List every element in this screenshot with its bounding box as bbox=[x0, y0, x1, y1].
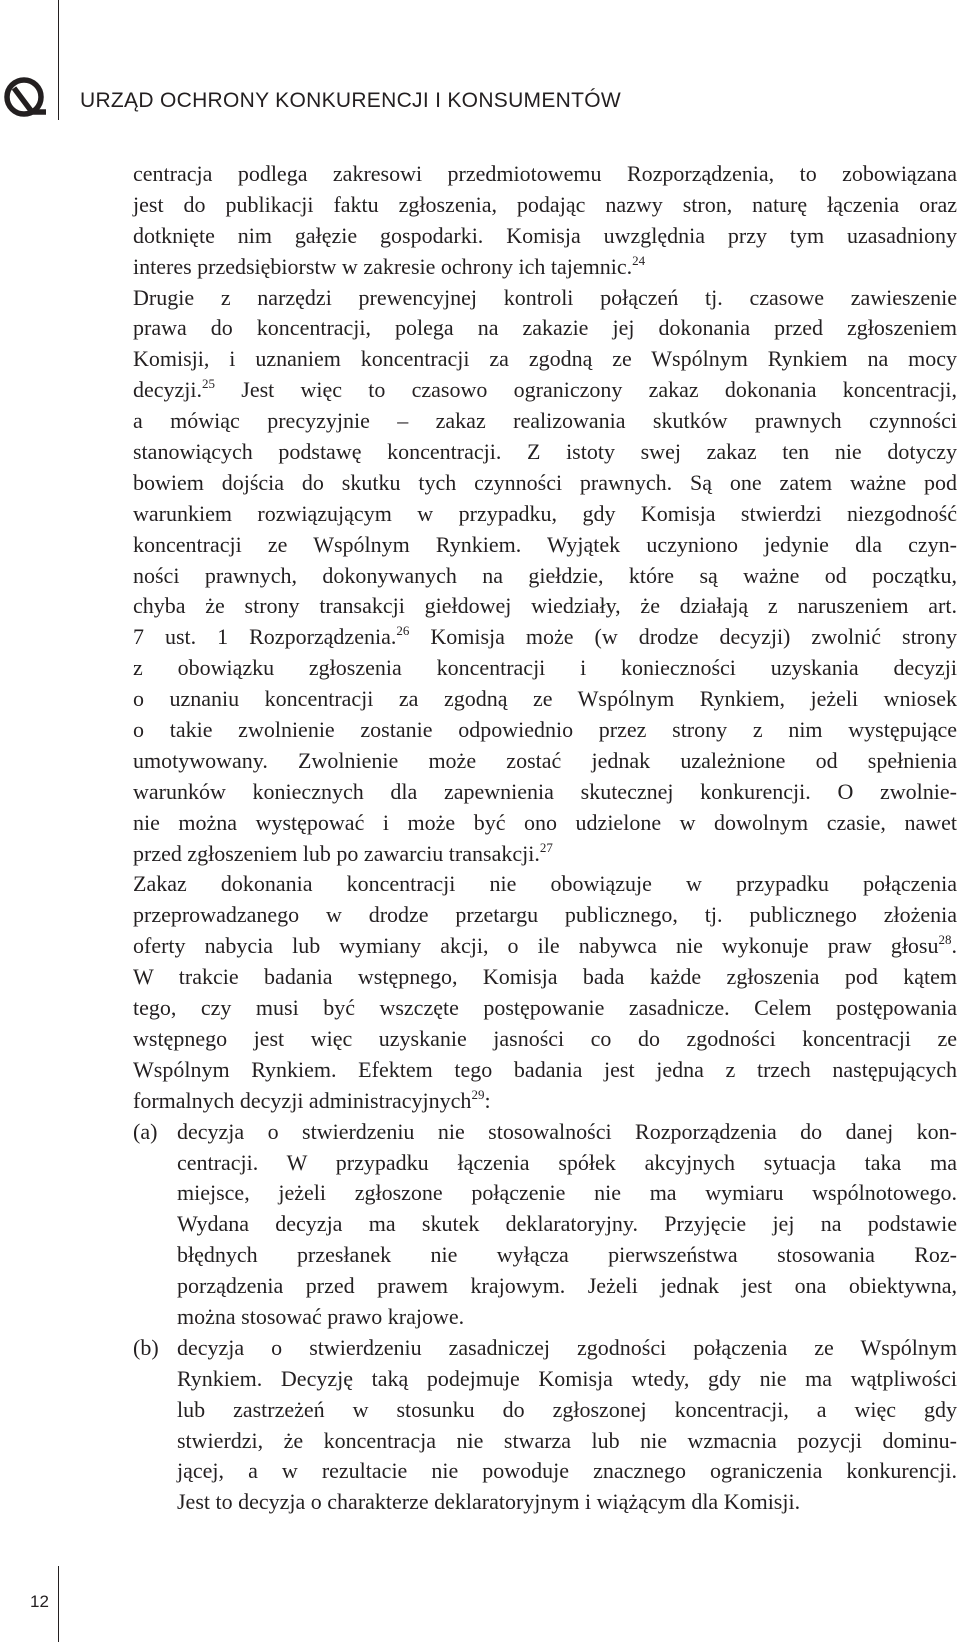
line-text: umotywowany. Zwolnienie może zostać jednak uzależnione od spełnienia bbox=[133, 747, 957, 773]
line-text: błędnych przesłanek nie wyłącza pierwszeństwa stosowania Roz- bbox=[177, 1242, 957, 1268]
line-text: jest do publikacji faktu zgłoszenia, podając nazwy stron, naturę łączenia oraz bbox=[133, 191, 957, 217]
line-text: o takie zwolnienie zostanie odpowiednio przez strony z nim występujące bbox=[133, 717, 957, 743]
line-text: ności prawnych, dokonywanych na giełdzie, które są ważne od początku, bbox=[133, 562, 957, 588]
text-line bbox=[133, 993, 957, 1024]
line-text: centracji. W przypadku łączenia spółek akcyjnych sytuacja taka ma bbox=[177, 1149, 957, 1175]
text-line bbox=[133, 1240, 957, 1271]
text-line bbox=[133, 252, 957, 283]
line-text: bowiem dojścia do skutku tych czynności prawnych. Są one zatem ważne pod bbox=[133, 469, 957, 495]
text-line bbox=[133, 406, 957, 437]
footnote-ref: 27 bbox=[539, 839, 553, 855]
uokik-logo-icon bbox=[2, 76, 48, 120]
line-text: jącej, a w rezultacie nie powoduje znacznego ograniczenia konkurencji. bbox=[177, 1458, 957, 1484]
text-line bbox=[133, 869, 957, 900]
text-line bbox=[133, 808, 957, 839]
line-text: Komisji, i uznaniem koncentracji za zgodną ze Wspólnym Rynkiem na mocy bbox=[133, 346, 957, 372]
line-text-continued: : bbox=[484, 1087, 491, 1113]
footnote-ref: 24 bbox=[632, 252, 646, 268]
line-text-continued: . bbox=[951, 933, 957, 959]
text-line bbox=[133, 1178, 957, 1209]
text-line bbox=[133, 1271, 957, 1302]
line-text: centracja podlega zakresowi przedmiotowemu Rozporządzenia, to zobowiązana bbox=[133, 161, 957, 186]
line-text-continued: Jest więc to czasowo ograniczony zakaz dokonania koncentracji, bbox=[215, 377, 957, 403]
line-text: decyzja o stwierdzeniu nie stosowalności Rozporządzenia do danej kon- bbox=[177, 1118, 957, 1144]
text-line bbox=[133, 283, 957, 314]
text-line bbox=[133, 190, 957, 221]
text-line bbox=[133, 1364, 957, 1395]
line-text: warunkiem rozwiązującym w przypadku, gdy Komisja stwierdzi niezgodność bbox=[133, 500, 957, 526]
text-line bbox=[133, 746, 957, 777]
text-line bbox=[133, 931, 957, 962]
text-line bbox=[133, 344, 957, 375]
line-text-continued: Komisja może (w drodze decyzji) zwolnić strony bbox=[409, 624, 958, 650]
line-text: stwierdzi, że koncentracja nie stwarza lub nie wzmacnia pozycji dominu- bbox=[177, 1427, 957, 1453]
line-text: Zakaz dokonania koncentracji nie obowiązuje w przypadku połączenia bbox=[133, 871, 957, 897]
text-line bbox=[133, 530, 957, 561]
line-text: Wspólnym Rynkiem. Efektem tego badania jest jedna z trzech następujących bbox=[133, 1056, 957, 1082]
text-line bbox=[133, 1302, 957, 1333]
line-text: prawa do koncentracji, polega na zakazie jej dokonania przed zgłoszeniem bbox=[133, 315, 957, 341]
line-text: miejsce, jeżeli zgłoszone połączenie nie ma wymiaru wspólnotowego. bbox=[177, 1180, 957, 1206]
line-text: wstępnego jest więc uzyskanie jasności co do zgodności koncentracji ze bbox=[133, 1025, 957, 1051]
text-line bbox=[133, 777, 957, 808]
margin-rule-top bbox=[58, 0, 59, 120]
line-text: z obowiązku zgłoszenia koncentracji i konieczności uzyskania decyzji bbox=[133, 655, 957, 681]
list-item-line bbox=[133, 1117, 957, 1148]
line-text: można stosować prawo krajowe. bbox=[177, 1303, 465, 1329]
text-line bbox=[133, 622, 957, 653]
line-text: decyzja o stwierdzeniu zasadniczej zgodności połączenia ze Wspólnym bbox=[177, 1334, 957, 1360]
line-text: nie można występować i może być ono udzielone w dowolnym czasie, nawet bbox=[133, 809, 957, 835]
page-number: 12 bbox=[30, 1592, 49, 1611]
line-text: 7 ust. 1 Rozporządzenia. bbox=[133, 624, 397, 650]
line-text: formalnych decyzji administracyjnych bbox=[133, 1087, 472, 1113]
text-line bbox=[133, 221, 957, 252]
footnote-ref: 25 bbox=[202, 376, 216, 392]
text-line bbox=[133, 1395, 957, 1426]
list-item-line bbox=[133, 1333, 957, 1364]
body-text bbox=[133, 159, 957, 1518]
line-text: decyzji. bbox=[133, 377, 203, 403]
text-line bbox=[133, 1487, 957, 1518]
line-text: porządzenia przed prawem krajowym. Jeżeli jednak jest ona obiektywna, bbox=[177, 1273, 957, 1299]
line-text: W trakcie badania wstępnego, Komisja bada każde zgłoszenia pod kątem bbox=[133, 964, 957, 990]
text-line bbox=[133, 437, 957, 468]
line-text: przed zgłoszeniem lub po zawarciu transakcji. bbox=[133, 840, 540, 866]
line-text: tego, czy musi być wszczęte postępowanie zasadnicze. Celem postępowania bbox=[133, 995, 957, 1021]
text-line bbox=[133, 561, 957, 592]
text-line bbox=[133, 591, 957, 622]
text-line bbox=[133, 468, 957, 499]
text-line bbox=[133, 1148, 957, 1179]
line-text: a mówiąc precyzyjnie – zakaz realizowania skutków prawnych czynności bbox=[133, 408, 957, 434]
footnote-ref: 28 bbox=[938, 932, 952, 948]
text-line bbox=[133, 499, 957, 530]
text-line bbox=[133, 653, 957, 684]
text-line bbox=[133, 1055, 957, 1086]
line-text: Jest to decyzja o charakterze deklaratoryjnym i wiążącym dla Komisji. bbox=[177, 1489, 801, 1515]
footnote-ref: 26 bbox=[396, 623, 410, 639]
list-marker: (a) bbox=[133, 1118, 158, 1144]
text-line bbox=[133, 313, 957, 344]
text-line bbox=[133, 1456, 957, 1487]
line-text: chyba że strony transakcji giełdowej wiedziały, że działają z naruszeniem art. bbox=[133, 593, 957, 619]
line-text: warunków koniecznych dla zapewnienia skutecznej konkurencji. O zwolnie- bbox=[133, 778, 957, 804]
line-text: dotknięte nim gałęzie gospodarki. Komisja uwzględnia przy tym uzasadniony bbox=[133, 222, 957, 248]
text-line bbox=[133, 684, 957, 715]
line-text: przeprowadzanego w drodze przetargu publicznego, tj. publicznego złożenia bbox=[133, 902, 957, 928]
text-line bbox=[133, 1024, 957, 1055]
line-text: o uznaniu koncentracji za zgodną ze Wspólnym Rynkiem, jeżeli wniosek bbox=[133, 686, 957, 712]
line-text: lub zastrzeżeń w stosunku do zgłoszonej koncentracji, a więc gdy bbox=[177, 1396, 957, 1422]
text-line bbox=[133, 900, 957, 931]
text-line bbox=[133, 375, 957, 406]
text-line bbox=[133, 159, 957, 190]
page-header-title: URZĄD OCHRONY KONKURENCJI I KONSUMENTÓW bbox=[80, 89, 622, 112]
text-line bbox=[133, 839, 957, 870]
line-text: oferty nabycia lub wymiany akcji, o ile nabywca nie wykonuje praw głosu bbox=[133, 933, 939, 959]
line-text: koncentracji ze Wspólnym Rynkiem. Wyjątek uczyniono jedynie dla czyn- bbox=[133, 531, 957, 557]
text-line bbox=[133, 1086, 957, 1117]
list-marker: (b) bbox=[133, 1334, 159, 1360]
line-text: Drugie z narzędzi prewencyjnej kontroli połączeń tj. czasowe zawieszenie bbox=[133, 284, 957, 310]
line-text: Wydana decyzja ma skutek deklaratoryjny. Przyjęcie jej na podstawie bbox=[177, 1211, 957, 1237]
text-line bbox=[133, 962, 957, 993]
text-line bbox=[133, 715, 957, 746]
line-text: interes przedsiębiorstw w zakresie ochrony ich tajemnic. bbox=[133, 253, 633, 279]
text-line bbox=[133, 1209, 957, 1240]
line-text: Rynkiem. Decyzję taką podejmuje Komisja wtedy, gdy nie ma wątpliwości bbox=[177, 1365, 957, 1391]
footnote-ref: 29 bbox=[471, 1086, 485, 1102]
margin-rule-bottom bbox=[58, 1566, 59, 1642]
line-text: stanowiących podstawę koncentracji. Z istoty swej zakaz ten nie dotyczy bbox=[133, 439, 957, 465]
text-line bbox=[133, 1426, 957, 1457]
